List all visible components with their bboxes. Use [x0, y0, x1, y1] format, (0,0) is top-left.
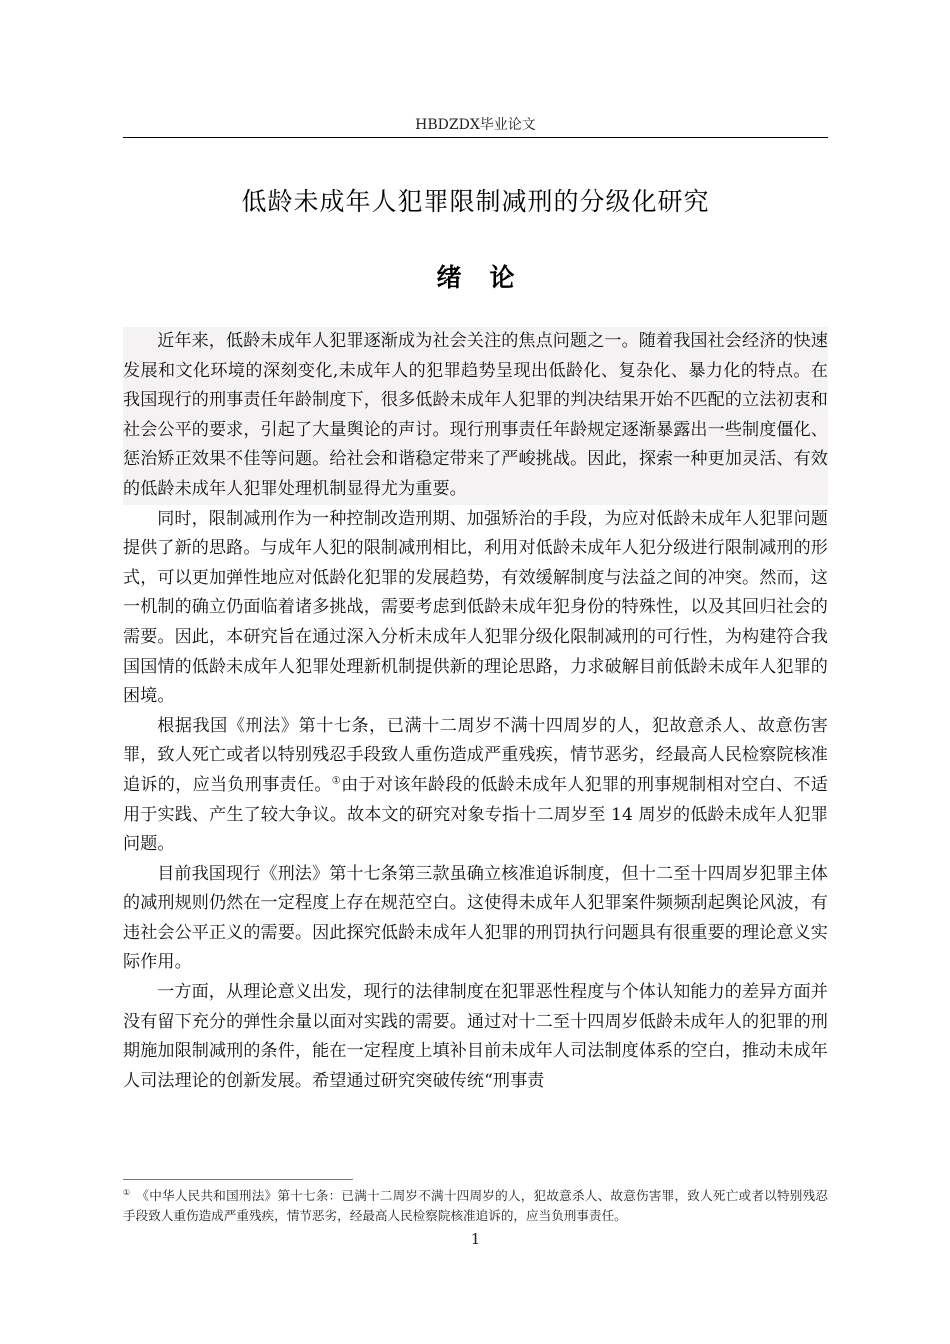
footnote-text: 《中华人民共和国刑法》第十七条：已满十二周岁不满十四周岁的人，犯故意杀人、故意伤害罪，致人死亡或者以特别残忍手段致人重伤造成严重残疾，情节恶劣，经最高人民检察院核准追诉的，应当负刑事责任。: [123, 1188, 829, 1223]
page-number: 1: [470, 1230, 481, 1248]
page-header: HBDZDX毕业论文: [415, 117, 536, 133]
footnote-separator: [123, 1179, 353, 1180]
section-heading: 绪论: [436, 263, 543, 292]
document-title: 低龄未成年人犯罪限制减刑的分级化研究: [241, 187, 710, 216]
footnote-mark: ①: [123, 1187, 131, 1197]
footnote-reference[interactable]: ①: [331, 775, 342, 787]
paragraph-text: 由于对该年龄段的低龄未成年人犯罪的刑事规制相对空白、不适用于实践、产生了较大争议。故本文的研究对象专指十二周岁至 14 周岁的低龄未成年人犯罪问题。: [123, 774, 828, 855]
footnote: [123, 1186, 828, 1226]
paragraph-legal-gap: 目前我国现行《刑法》第十七条第三款虽确立核准追诉制度，但十二至十四周岁犯罪主体的减刑规则仍然在一定程度上存在规范空白。这使得未成年人犯罪案件频频刮起舆论风波，有违社会公平正义的需要。因此探究低龄未成年人犯罪的刑罚执行问题具有很重要的理论意义实际作用。: [123, 863, 828, 973]
body-text: [123, 327, 828, 1096]
paragraph-intro: 近年来，低龄未成年人犯罪逐渐成为社会关注的焦点问题之一。随着我国社会经济的快速发展和文化环境的深刻变化,未成年人的犯罪趋势呈现出低龄化、复杂化、暴力化的特点。在我国现行的刑事责任年龄制度下，很多低龄未成年人犯罪的判决结果开始不匹配的立法初衷和社会公平的要求，引起了大量舆论的声讨。现行刑事责任年龄规定逐渐暴露出一些制度僵化、惩治矫正效果不佳等问题。给社会和谐稳定带来了严峻挑战。因此，探索一种更加灵活、有效的低龄未成年人犯罪处理机制显得尤为重要。: [123, 327, 828, 505]
paragraph-theoretical-significance: 一方面，从理论意义出发，现行的法律制度在犯罪恶性程度与个体认知能力的差异方面并没有留下充分的弹性余量以面对实践的需要。通过对十二至十四周岁低龄未成年人的犯罪的刑期施加限制减刑的条件，能在一定程度上填补目前未成年人司法制度体系的空白，推动未成年人司法理论的创新发展。希望通过研究突破传统“刑事责: [123, 982, 828, 1091]
paragraph-criminal-law-article-17: [123, 712, 828, 860]
header-rule: [123, 137, 828, 138]
paragraph-text: 根据我国《刑法》第十七条，已满十二周岁不满十四周岁的人，犯故意杀人、故意伤害罪，致人死亡或者以特别残忍手段致人重伤造成严重残疾，情节恶劣，经最高人民检察院核准追诉的，应当负刑事责任。: [123, 715, 828, 795]
paragraph-restricted-commutation: 同时，限制减刑作为一种控制改造刑期、加强矫治的手段，为应对低龄未成年人犯罪问题提供了新的思路。与成年人犯的限制减刑相比，利用对低龄未成年人犯分级进行限制减刑的形式，可以更加弹性地应对低龄化犯罪的发展趋势，有效缓解制度与法益之间的冲突。然而，这一机制的确立仍面临着诸多挑战，需要考虑到低龄未成年犯身份的特殊性，以及其回归社会的需要。因此，本研究旨在通过深入分析未成年人犯罪分级化限制减刑的可行性，为构建符合我国国情的低龄未成年人犯罪处理新机制提供新的理论思路，力求破解目前低龄未成年人犯罪的困境。: [123, 508, 828, 707]
